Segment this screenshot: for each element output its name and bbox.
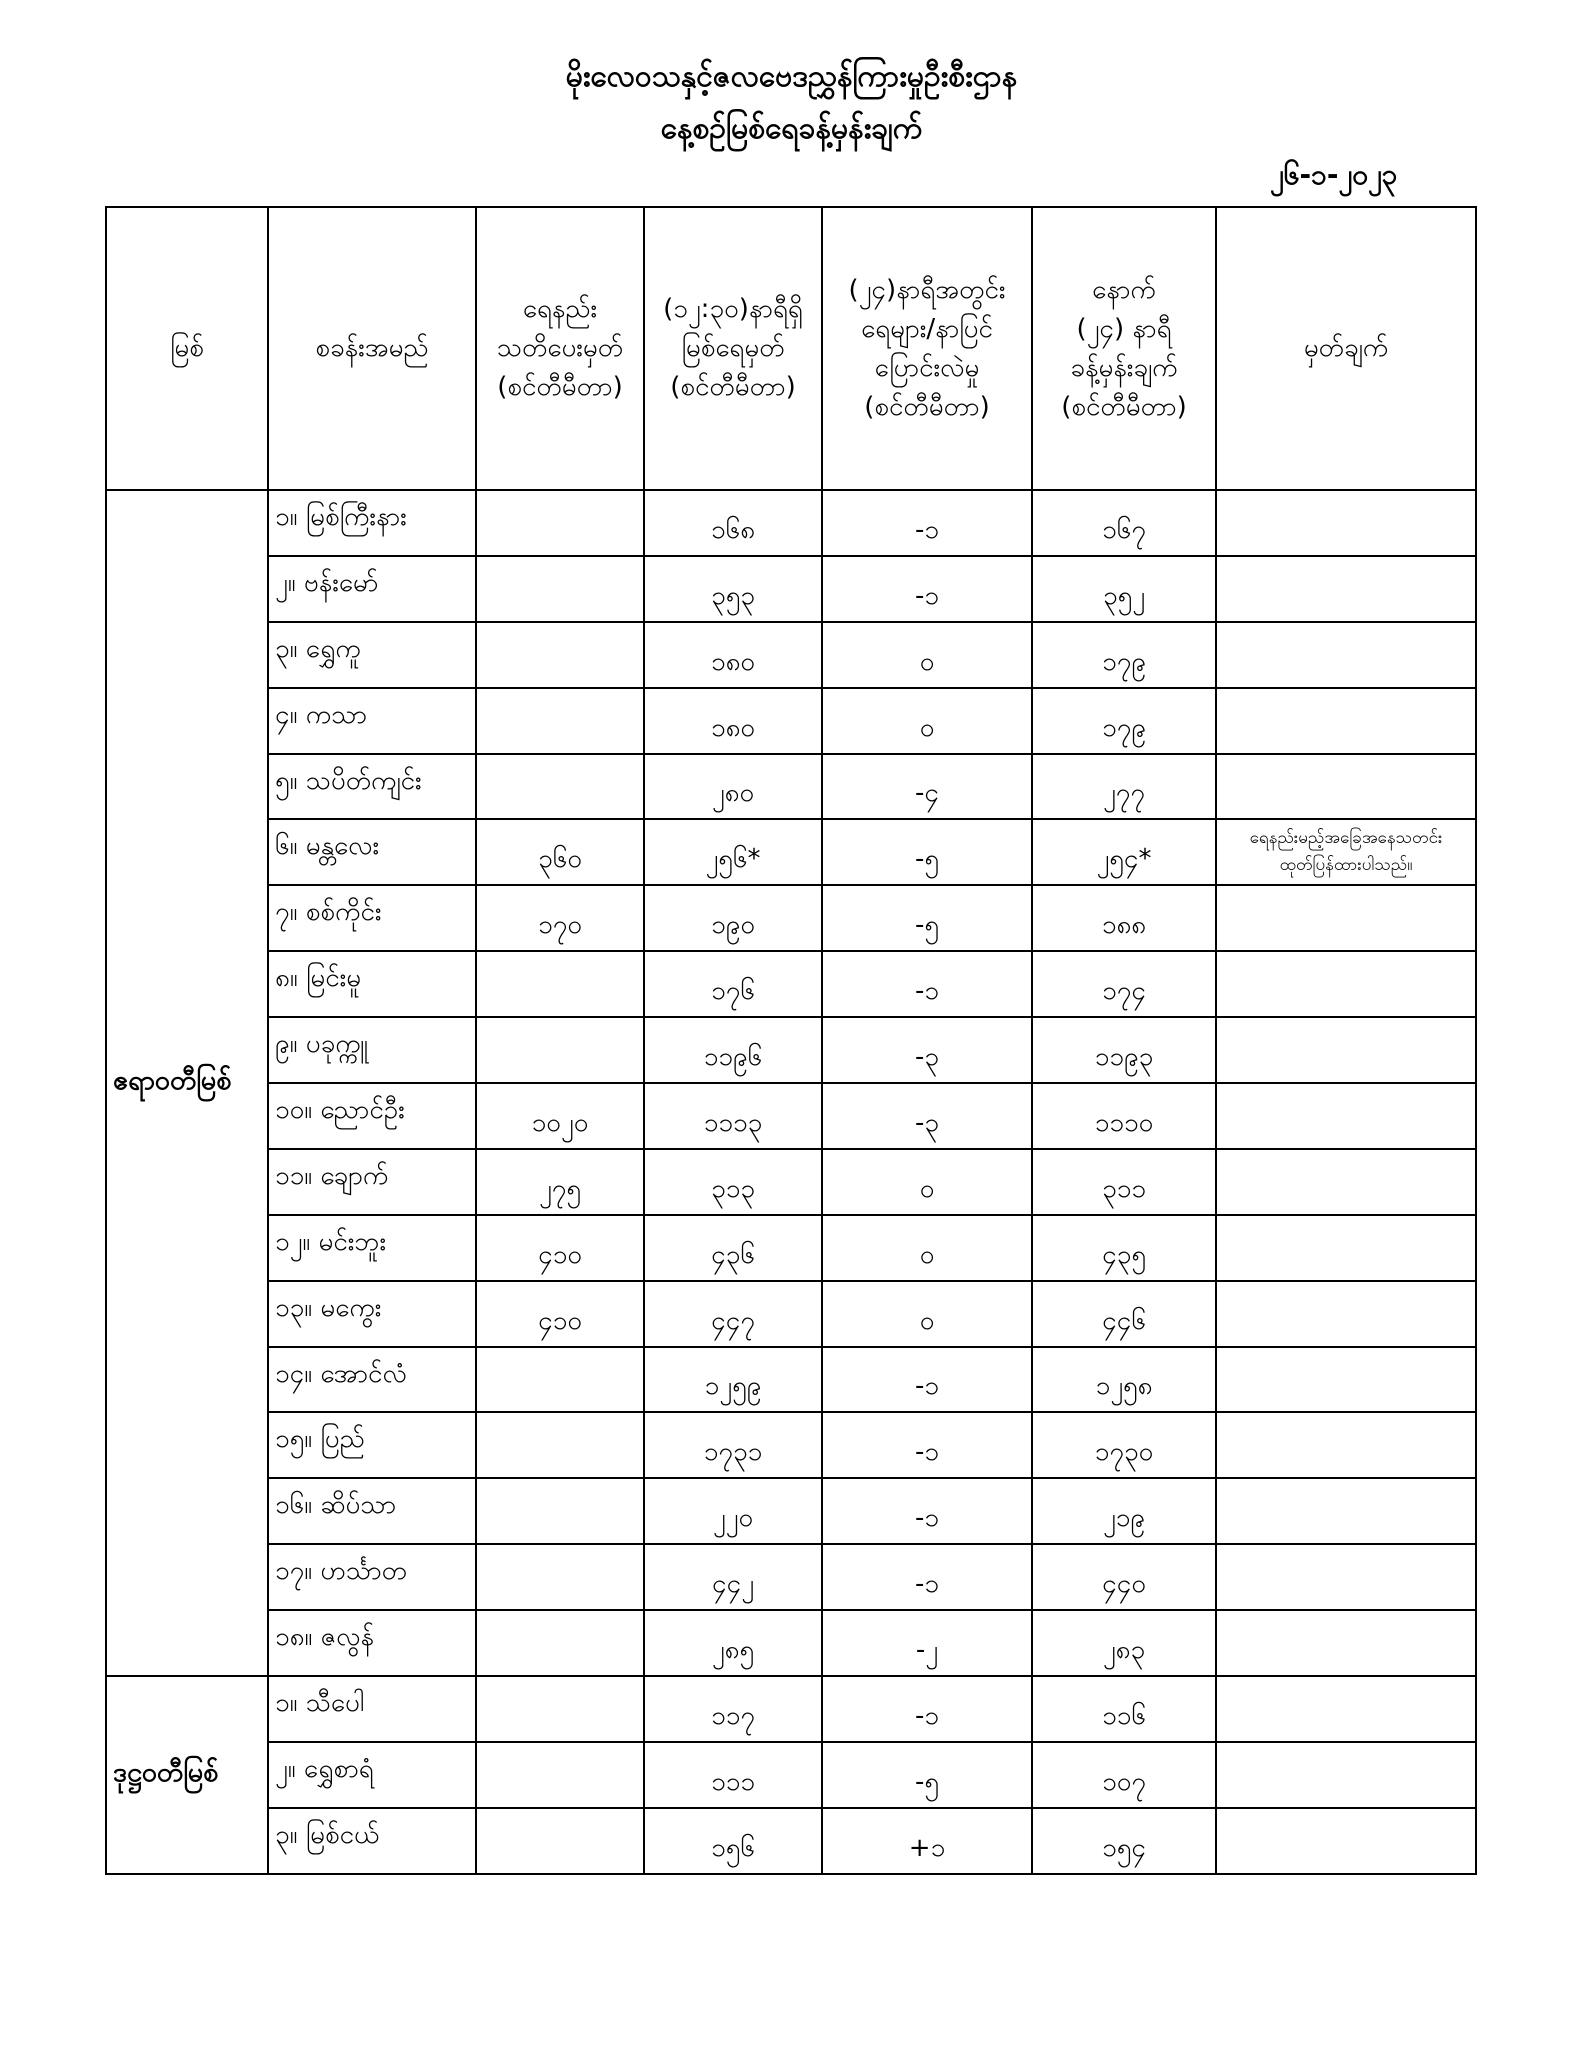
table-row (106, 951, 1476, 1017)
table-row (106, 819, 1476, 885)
col-header-remarks: မှတ်ချက် (1216, 207, 1476, 490)
table-row (106, 622, 1476, 688)
forecast-cell: ၁၂၅၈ (1032, 1347, 1216, 1413)
report-date: ၂၆-၁-၂၀၂၃ (1270, 158, 1398, 191)
station-name-cell: ၄။ ကသာ (268, 688, 476, 754)
danger-level-cell (476, 1412, 644, 1478)
col-header-danger-level: ရေနည်း သတိပေးမှတ် (စင်တီမီတာ) (476, 207, 644, 490)
river-name-cell: ဒုဋ္ဌဝတီမြစ် (106, 1676, 268, 1874)
remark-cell (1216, 1017, 1476, 1083)
remark-cell (1216, 1347, 1476, 1413)
river-name-cell: ဧရာဝတီမြစ် (106, 490, 268, 1676)
remark-cell (1216, 951, 1476, 1017)
station-name-cell: ၁၈။ ဇလွန် (268, 1610, 476, 1676)
forecast-cell: ၁၁၆ (1032, 1676, 1216, 1742)
river-level-table (105, 206, 1477, 1875)
forecast-cell: ၁၇၉ (1032, 622, 1216, 688)
danger-level-cell (476, 1544, 644, 1610)
remark-cell (1216, 1149, 1476, 1215)
table-row (106, 1478, 1476, 1544)
current-level-cell: ၁၇၆ (644, 951, 822, 1017)
danger-level-cell (476, 688, 644, 754)
change-cell: -၂ (822, 1610, 1032, 1676)
department-title: မိုးလေဝသနှင့်ဇလဗေဒညွှန်ကြားမှုဦးစီးဌာန (565, 59, 1018, 94)
remark-cell (1216, 622, 1476, 688)
current-level-cell: ၁၆၈ (644, 490, 822, 556)
danger-level-cell (476, 1808, 644, 1874)
forecast-cell: ၁၇၃၀ (1032, 1412, 1216, 1478)
current-level-cell: ၁၁၇ (644, 1676, 822, 1742)
forecast-cell: ၃၁၁ (1032, 1149, 1216, 1215)
danger-level-cell (476, 556, 644, 622)
remark-cell (1216, 688, 1476, 754)
station-name-cell: ၁၇။ ဟင်္သာတ (268, 1544, 476, 1610)
current-level-cell: ၂၈၅ (644, 1610, 822, 1676)
table-row (106, 490, 1476, 556)
table-row (106, 688, 1476, 754)
forecast-cell: ၁၁၁၀ (1032, 1083, 1216, 1149)
station-name-cell: ၁၅။ ပြည် (268, 1412, 476, 1478)
table-row (106, 754, 1476, 820)
table-row (106, 1083, 1476, 1149)
change-cell: -၃ (822, 1083, 1032, 1149)
table-row (106, 1412, 1476, 1478)
current-level-cell: ၂၈၀ (644, 754, 822, 820)
danger-level-cell (476, 1478, 644, 1544)
current-level-cell: ၁၇၃၁ (644, 1412, 822, 1478)
station-name-cell: ၂။ ရွှေစာရံ (268, 1742, 476, 1808)
forecast-cell: ၂၁၉ (1032, 1478, 1216, 1544)
remark-cell (1216, 1742, 1476, 1808)
remark-cell (1216, 556, 1476, 622)
table-row (106, 1347, 1476, 1413)
table-row (106, 1742, 1476, 1808)
table-row (106, 556, 1476, 622)
danger-level-cell: ၁၇၀ (476, 885, 644, 951)
forecast-cell: ၁၀၇ (1032, 1742, 1216, 1808)
change-cell: -၅ (822, 819, 1032, 885)
change-cell: -၁ (822, 490, 1032, 556)
forecast-cell: ၁၇၉ (1032, 688, 1216, 754)
change-cell: -၁ (822, 1544, 1032, 1610)
station-name-cell: ၁၁။ ချောက် (268, 1149, 476, 1215)
remark-cell (1216, 490, 1476, 556)
forecast-cell: ၃၅၂ (1032, 556, 1216, 622)
table-row (106, 1676, 1476, 1742)
current-level-cell: ၄၄၂ (644, 1544, 822, 1610)
forecast-cell: ၁၇၄ (1032, 951, 1216, 1017)
remark-cell (1216, 1281, 1476, 1347)
col-header-24h-change: (၂၄)နာရီအတွင်း ရေများ/နာပြင် ပြောင်းလဲမှု (စင်တီမီတာ) (822, 207, 1032, 490)
current-level-cell: ၂၅၆* (644, 819, 822, 885)
forecast-cell: ၂၇၇ (1032, 754, 1216, 820)
station-name-cell: ၃။ ရွှေကူ (268, 622, 476, 688)
danger-level-cell (476, 490, 644, 556)
current-level-cell: ၂၂၀ (644, 1478, 822, 1544)
col-header-station: စခန်းအမည် (268, 207, 476, 490)
change-cell: -၁ (822, 951, 1032, 1017)
forecast-cell: ၄၄၀ (1032, 1544, 1216, 1610)
table-row (106, 1215, 1476, 1281)
station-name-cell: ၇။ စစ်ကိုင်း (268, 885, 476, 951)
remark-cell (1216, 1610, 1476, 1676)
change-cell: -၄ (822, 754, 1032, 820)
change-cell: -၁ (822, 1676, 1032, 1742)
danger-level-cell (476, 951, 644, 1017)
current-level-cell: ၃၅၃ (644, 556, 822, 622)
current-level-cell: ၁၈၀ (644, 622, 822, 688)
current-level-cell: ၁၂၅၉ (644, 1347, 822, 1413)
station-name-cell: ၃။ မြစ်ငယ် (268, 1808, 476, 1874)
current-level-cell: ၁၁၉၆ (644, 1017, 822, 1083)
col-header-forecast: နောက် (၂၄) နာရီ ခန့်မှန်းချက် (စင်တီမီတာ) (1032, 207, 1216, 490)
table-row (106, 1544, 1476, 1610)
change-cell: -၁ (822, 556, 1032, 622)
change-cell: -၅ (822, 885, 1032, 951)
remark-cell (1216, 885, 1476, 951)
station-name-cell: ၉။ ပခုက္ကူ (268, 1017, 476, 1083)
danger-level-cell (476, 1017, 644, 1083)
danger-level-cell: ၄၁၀ (476, 1215, 644, 1281)
forecast-cell: ၂၅၄* (1032, 819, 1216, 885)
forecast-cell: ၄၃၅ (1032, 1215, 1216, 1281)
current-level-cell: ၁၈၀ (644, 688, 822, 754)
col-header-current-level: (၁၂:၃၀)နာရီရှိ မြစ်ရေမှတ် (စင်တီမီတာ) (644, 207, 822, 490)
change-cell: -၃ (822, 1017, 1032, 1083)
change-cell: ၀ (822, 1149, 1032, 1215)
remark-text: ထုတ်ပြန်ထားပါသည်။ (1279, 855, 1413, 876)
remark-cell (1216, 1215, 1476, 1281)
station-name-cell: ၁၃။ မကွေး (268, 1281, 476, 1347)
change-cell: ၀ (822, 622, 1032, 688)
danger-level-cell (476, 1347, 644, 1413)
current-level-cell: ၄၄၇ (644, 1281, 822, 1347)
remark-cell (1216, 1676, 1476, 1742)
forecast-cell: ၁၈၈ (1032, 885, 1216, 951)
table-row (106, 885, 1476, 951)
forecast-cell: ၁၁၉၃ (1032, 1017, 1216, 1083)
forecast-cell: ၁၅၄ (1032, 1808, 1216, 1874)
current-level-cell: ၃၁၃ (644, 1149, 822, 1215)
danger-level-cell (476, 622, 644, 688)
change-cell: ၀ (822, 688, 1032, 754)
station-name-cell: ၁။ သီပေါ (268, 1676, 476, 1742)
station-name-cell: ၁၆။ ဆိပ်သာ (268, 1478, 476, 1544)
change-cell: -၁ (822, 1347, 1032, 1413)
remark-cell (1216, 819, 1476, 885)
change-cell: -၅ (822, 1742, 1032, 1808)
forecast-cell: ၁၆၇ (1032, 490, 1216, 556)
table-row (106, 1808, 1476, 1874)
table-row (106, 1610, 1476, 1676)
report-title: နေ့စဉ်မြစ်ရေခန့်မှန်းချက် (660, 111, 923, 146)
current-level-cell: ၄၃၆ (644, 1215, 822, 1281)
table-row (106, 1149, 1476, 1215)
danger-level-cell (476, 1742, 644, 1808)
remark-cell (1216, 1478, 1476, 1544)
current-level-cell: ၁၁၁၃ (644, 1083, 822, 1149)
station-name-cell: ၆။ မန္တလေး (268, 819, 476, 885)
change-cell: -၁ (822, 1412, 1032, 1478)
remark-cell (1216, 1083, 1476, 1149)
danger-level-cell (476, 754, 644, 820)
current-level-cell: ၁၅၆ (644, 1808, 822, 1874)
change-cell: -၁ (822, 1478, 1032, 1544)
remark-cell (1216, 1544, 1476, 1610)
change-cell: ၀ (822, 1215, 1032, 1281)
station-name-cell: ၁။ မြစ်ကြီးနား (268, 490, 476, 556)
danger-level-cell: ၃၆၀ (476, 819, 644, 885)
danger-level-cell: ၄၁၀ (476, 1281, 644, 1347)
station-name-cell: ၂။ ဗန်းမော် (268, 556, 476, 622)
station-name-cell: ၁၂။ မင်းဘူး (268, 1215, 476, 1281)
forecast-cell: ၂၈၃ (1032, 1610, 1216, 1676)
remark-cell (1216, 754, 1476, 820)
danger-level-cell: ၁၀၂၀ (476, 1083, 644, 1149)
table-row (106, 1281, 1476, 1347)
remark-text: ရေနည်းမည့်အခြေအနေသတင်း (1249, 828, 1443, 849)
station-name-cell: ၅။ သပိတ်ကျင်း (268, 754, 476, 820)
forecast-cell: ၄၄၆ (1032, 1281, 1216, 1347)
danger-level-cell: ၂၇၅ (476, 1149, 644, 1215)
remark-cell (1216, 1412, 1476, 1478)
danger-level-cell (476, 1610, 644, 1676)
station-name-cell: ၈။ မြင်းမူ (268, 951, 476, 1017)
table-header-row (106, 207, 1476, 490)
col-header-river: မြစ် (106, 207, 268, 490)
change-cell: ၀ (822, 1281, 1032, 1347)
change-cell: +၁ (822, 1808, 1032, 1874)
remark-cell (1216, 1808, 1476, 1874)
table-row (106, 1017, 1476, 1083)
station-name-cell: ၁၄။ အောင်လံ (268, 1347, 476, 1413)
current-level-cell: ၁၉၀ (644, 885, 822, 951)
danger-level-cell (476, 1676, 644, 1742)
current-level-cell: ၁၁၁ (644, 1742, 822, 1808)
station-name-cell: ၁၀။ ညောင်ဦး (268, 1083, 476, 1149)
